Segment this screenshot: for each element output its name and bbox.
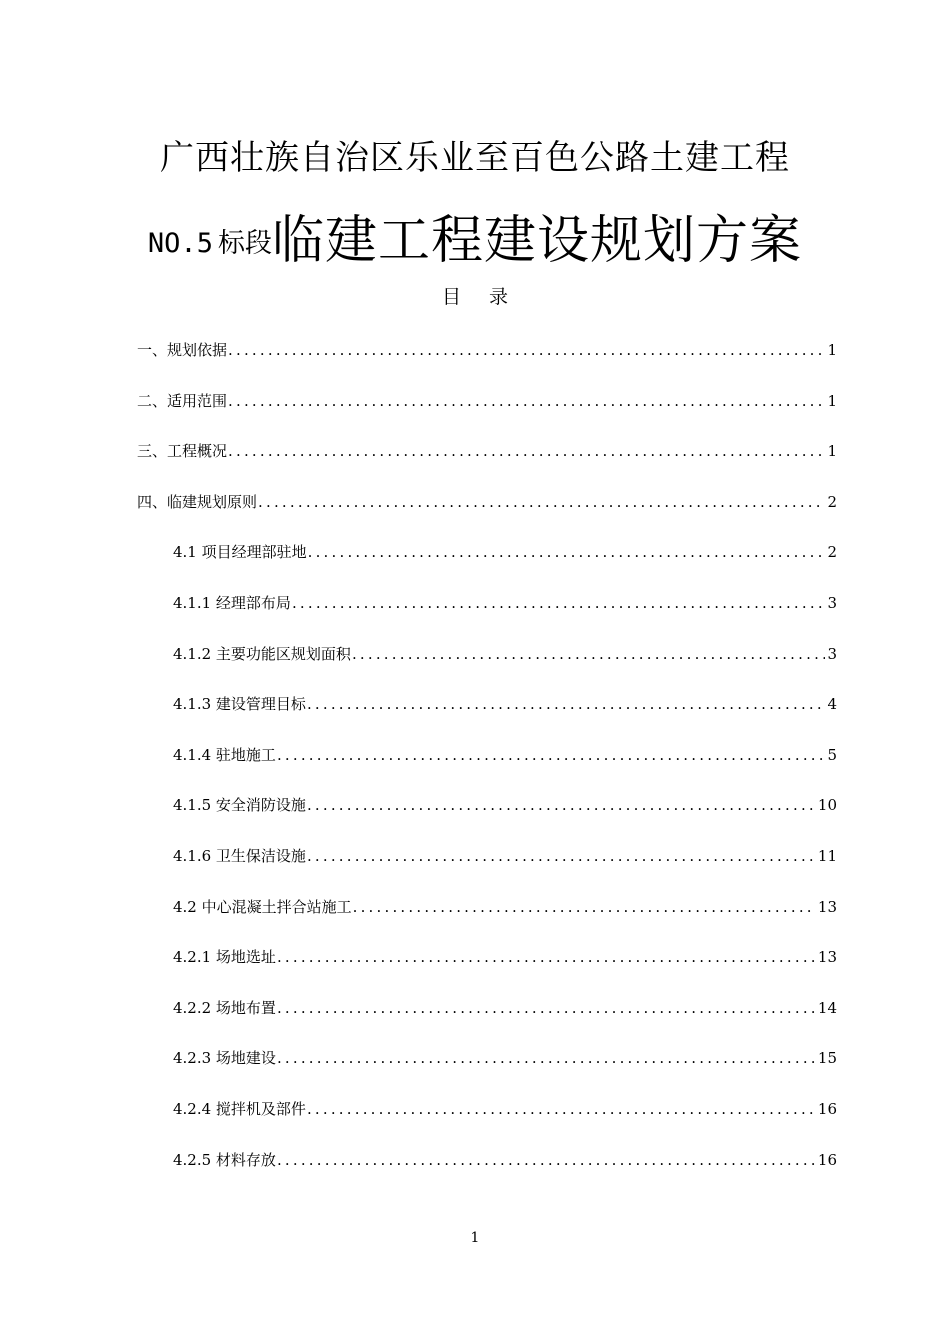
toc-entry-label: 4.2.4 搅拌机及部件 xyxy=(173,1100,306,1118)
toc-entry-page: 2 xyxy=(827,493,837,511)
toc-entry[interactable] xyxy=(173,1096,837,1122)
toc-dot-leader xyxy=(277,944,816,970)
toc-entry-page: 15 xyxy=(817,1049,837,1067)
toc-entry[interactable] xyxy=(173,691,837,717)
toc-entry[interactable] xyxy=(173,843,837,869)
toc-entry-label: 4.2 中心混凝土拌合站施工 xyxy=(173,898,352,916)
toc-entry-label: 4.1.1 经理部布局 xyxy=(173,594,291,612)
toc-heading: 目录 xyxy=(441,286,536,308)
toc-entry-label: 4.2.5 材料存放 xyxy=(173,1151,276,1169)
toc-dot-leader xyxy=(307,843,816,869)
toc-entry-label: 4.1.6 卫生保洁设施 xyxy=(173,847,306,865)
toc-dot-leader xyxy=(353,894,816,920)
toc-dot-leader xyxy=(228,388,825,414)
toc-dot-leader xyxy=(307,1096,816,1122)
toc-entry-page: 13 xyxy=(817,948,837,966)
toc-entry[interactable] xyxy=(173,641,837,667)
toc-entry[interactable] xyxy=(173,995,837,1021)
toc-entry-label: 三、工程概况 xyxy=(137,442,228,460)
toc-entry-label: 4.1.4 驻地施工 xyxy=(173,746,276,764)
toc-entry-page: 14 xyxy=(817,999,837,1017)
toc-entry-label: 4.1.5 安全消防设施 xyxy=(173,796,306,814)
section-suffix: 标段 xyxy=(218,228,273,259)
page-number: 1 xyxy=(470,1230,480,1246)
toc-entry-page: 16 xyxy=(817,1100,837,1118)
toc-entry-page: 16 xyxy=(817,1151,837,1169)
toc-entry-page: 3 xyxy=(827,594,837,612)
toc-dot-leader xyxy=(277,1045,816,1071)
toc-entry-page: 1 xyxy=(827,442,837,460)
document-title-line-1: 广西壮族自治区乐业至百色公路土建工程 xyxy=(160,138,790,178)
toc-entry[interactable] xyxy=(173,539,837,565)
toc-dot-leader xyxy=(277,742,826,768)
toc-entry-label: 一、规划依据 xyxy=(137,341,228,359)
toc-entry[interactable] xyxy=(173,944,837,970)
toc-entry-page: 2 xyxy=(827,543,837,561)
toc-dot-leader xyxy=(258,489,825,515)
toc-entry-page: 1 xyxy=(827,341,837,359)
toc-entry-label: 四、临建规划原则 xyxy=(137,493,258,511)
section-code: NO.5 xyxy=(147,228,213,259)
toc-dot-leader xyxy=(307,691,826,717)
toc-dot-leader xyxy=(352,641,826,667)
plan-title: 临建工程建设规划方案 xyxy=(272,211,803,271)
toc-entry-page: 11 xyxy=(817,847,837,865)
toc-entry[interactable] xyxy=(173,792,837,818)
toc-entry-label: 4.2.1 场地选址 xyxy=(173,948,276,966)
toc-entry-label: 4.2.2 场地布置 xyxy=(173,999,276,1017)
toc-entry-page: 5 xyxy=(827,746,837,764)
toc-entry-label: 4.2.3 场地建设 xyxy=(173,1049,276,1067)
toc-entry[interactable] xyxy=(173,590,837,616)
toc-entry[interactable] xyxy=(173,1147,837,1173)
toc-entry-page: 13 xyxy=(817,898,837,916)
toc-entry[interactable] xyxy=(173,1045,837,1071)
toc-entry[interactable] xyxy=(173,894,837,920)
toc-dot-leader xyxy=(277,995,816,1021)
toc-entry-page: 3 xyxy=(827,645,837,663)
toc-entry-label: 4.1.3 建设管理目标 xyxy=(173,695,306,713)
toc-entry[interactable] xyxy=(173,742,837,768)
toc-dot-leader xyxy=(292,590,826,616)
toc-entry-page: 10 xyxy=(817,796,837,814)
toc-dot-leader xyxy=(228,438,825,464)
toc-entry-page: 1 xyxy=(827,392,837,410)
toc-entry[interactable] xyxy=(137,388,837,414)
toc-entry[interactable] xyxy=(137,337,837,363)
toc-dot-leader xyxy=(228,337,825,363)
toc-entry[interactable] xyxy=(137,489,837,515)
toc-dot-leader xyxy=(308,539,826,565)
toc-entry-page: 4 xyxy=(827,695,837,713)
toc-dot-leader xyxy=(277,1147,816,1173)
toc-dot-leader xyxy=(307,792,816,818)
toc-entry-label: 4.1 项目经理部驻地 xyxy=(173,543,307,561)
toc-entry-label: 4.1.2 主要功能区规划面积 xyxy=(173,645,351,663)
toc-entry[interactable] xyxy=(137,438,837,464)
toc-entry-label: 二、适用范围 xyxy=(137,392,228,410)
document-title-line-2 xyxy=(0,206,950,288)
